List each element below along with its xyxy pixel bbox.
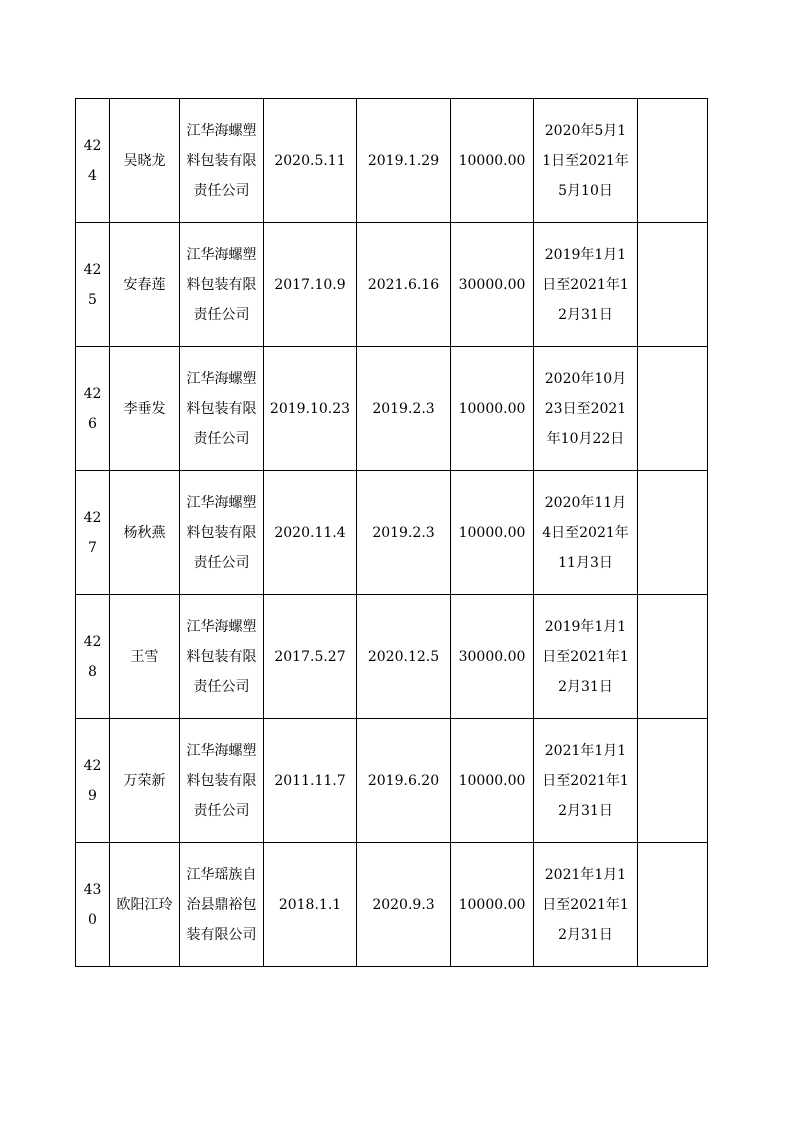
amount-cell: 10000.00 bbox=[451, 843, 534, 967]
note-cell bbox=[638, 719, 708, 843]
date2-cell: 2019.2.3 bbox=[357, 471, 451, 595]
row-number-cell: 425 bbox=[76, 223, 110, 347]
amount-cell: 30000.00 bbox=[451, 595, 534, 719]
note-cell bbox=[638, 471, 708, 595]
table-row bbox=[76, 843, 708, 967]
company-cell: 江华海螺塑料包装有限责任公司 bbox=[180, 347, 264, 471]
amount-cell: 30000.00 bbox=[451, 223, 534, 347]
name-cell: 杨秋燕 bbox=[110, 471, 180, 595]
date1-cell: 2020.11.4 bbox=[264, 471, 357, 595]
note-cell bbox=[638, 347, 708, 471]
company-cell: 江华瑶族自治县鼎裕包装有限公司 bbox=[180, 843, 264, 967]
table-row bbox=[76, 719, 708, 843]
date1-cell: 2020.5.11 bbox=[264, 99, 357, 223]
table-row bbox=[76, 595, 708, 719]
date1-cell: 2018.1.1 bbox=[264, 843, 357, 967]
period-cell: 2021年1月1日至2021年12月31日 bbox=[534, 719, 638, 843]
period-cell: 2019年1月1日至2021年12月31日 bbox=[534, 223, 638, 347]
row-number-cell: 430 bbox=[76, 843, 110, 967]
name-cell: 王雪 bbox=[110, 595, 180, 719]
company-cell: 江华海螺塑料包装有限责任公司 bbox=[180, 595, 264, 719]
note-cell bbox=[638, 223, 708, 347]
period-cell: 2020年5月11日至2021年5月10日 bbox=[534, 99, 638, 223]
date2-cell: 2019.6.20 bbox=[357, 719, 451, 843]
note-cell bbox=[638, 843, 708, 967]
table-row bbox=[76, 347, 708, 471]
date2-cell: 2019.2.3 bbox=[357, 347, 451, 471]
row-number-cell: 428 bbox=[76, 595, 110, 719]
company-cell: 江华海螺塑料包装有限责任公司 bbox=[180, 471, 264, 595]
date1-cell: 2019.10.23 bbox=[264, 347, 357, 471]
period-cell: 2021年1月1日至2021年12月31日 bbox=[534, 843, 638, 967]
row-number-cell: 427 bbox=[76, 471, 110, 595]
row-number-cell: 429 bbox=[76, 719, 110, 843]
amount-cell: 10000.00 bbox=[451, 471, 534, 595]
date2-cell: 2020.9.3 bbox=[357, 843, 451, 967]
name-cell: 万荣新 bbox=[110, 719, 180, 843]
note-cell bbox=[638, 99, 708, 223]
amount-cell: 10000.00 bbox=[451, 99, 534, 223]
company-cell: 江华海螺塑料包装有限责任公司 bbox=[180, 719, 264, 843]
company-cell: 江华海螺塑料包装有限责任公司 bbox=[180, 223, 264, 347]
table-row bbox=[76, 99, 708, 223]
row-number-cell: 426 bbox=[76, 347, 110, 471]
name-cell: 李垂发 bbox=[110, 347, 180, 471]
date1-cell: 2017.5.27 bbox=[264, 595, 357, 719]
period-cell: 2019年1月1日至2021年12月31日 bbox=[534, 595, 638, 719]
row-number-cell: 424 bbox=[76, 99, 110, 223]
amount-cell: 10000.00 bbox=[451, 347, 534, 471]
name-cell: 吴晓龙 bbox=[110, 99, 180, 223]
name-cell: 安春莲 bbox=[110, 223, 180, 347]
date2-cell: 2020.12.5 bbox=[357, 595, 451, 719]
table-row bbox=[76, 471, 708, 595]
period-cell: 2020年11月4日至2021年11月3日 bbox=[534, 471, 638, 595]
date1-cell: 2017.10.9 bbox=[264, 223, 357, 347]
date2-cell: 2019.1.29 bbox=[357, 99, 451, 223]
period-cell: 2020年10月23日至2021年10月22日 bbox=[534, 347, 638, 471]
records-table bbox=[75, 98, 708, 967]
date2-cell: 2021.6.16 bbox=[357, 223, 451, 347]
company-cell: 江华海螺塑料包装有限责任公司 bbox=[180, 99, 264, 223]
table-row bbox=[76, 223, 708, 347]
note-cell bbox=[638, 595, 708, 719]
date1-cell: 2011.11.7 bbox=[264, 719, 357, 843]
amount-cell: 10000.00 bbox=[451, 719, 534, 843]
name-cell: 欧阳江玲 bbox=[110, 843, 180, 967]
